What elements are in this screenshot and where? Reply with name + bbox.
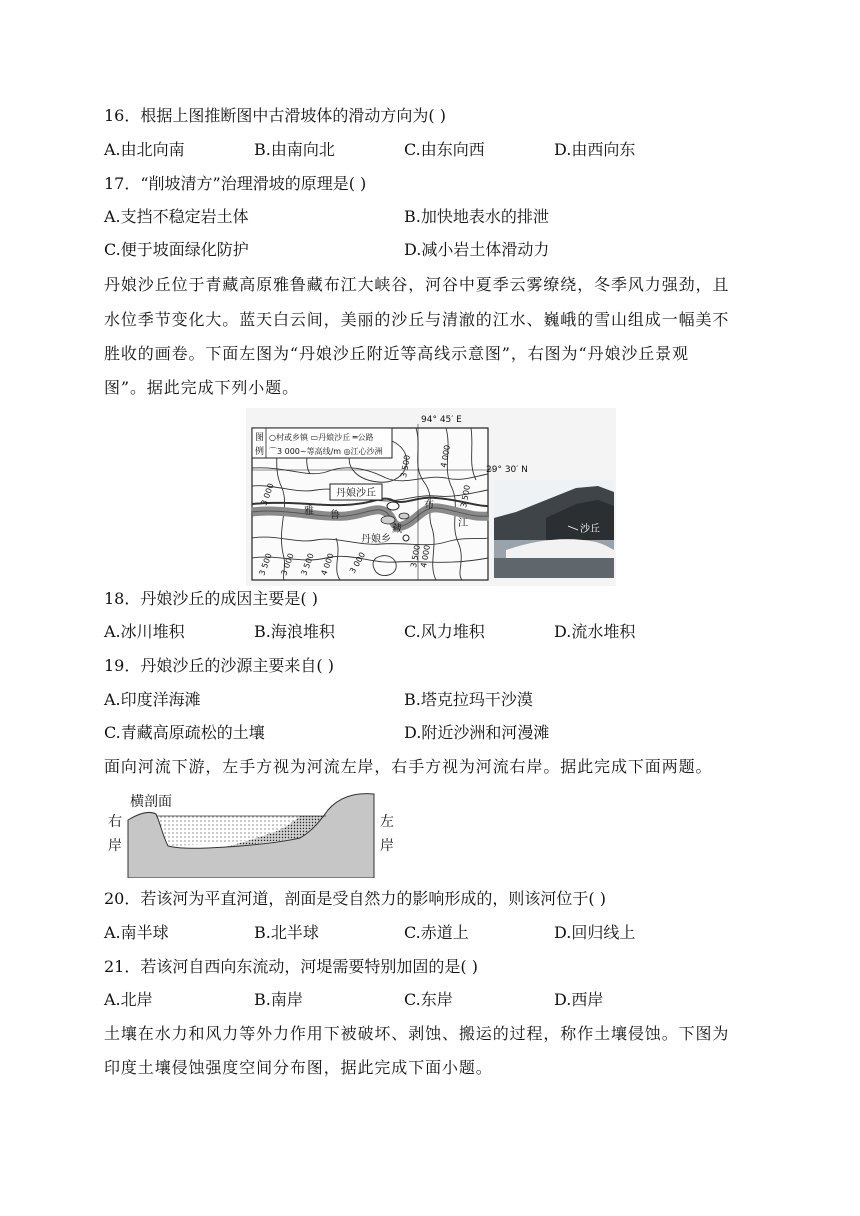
passage-1-line: 图”。据此完成下列小题。 [104,378,299,397]
longitude-label: 94° 45′ E [421,415,462,425]
q17-option-d: D.减小岩土体滑动力 [404,240,550,259]
contour-label: 3 500 [459,484,472,509]
dune-label: 丹娘沙丘 [336,488,376,499]
q16-option-d: D.由西向东 [554,140,636,159]
contour-label: 3 500 [257,552,274,577]
river-char: 雅 [304,506,314,517]
river-sandbar-icon [381,516,395,524]
question-19-stem: 19．丹娘沙丘的沙源主要来自( ) [104,656,334,675]
village-icon [403,535,409,541]
legend-title: 图 [255,433,265,443]
question-21-stem: 21．若该河自西向东流动，河堤需要特别加固的是( ) [104,957,478,976]
contour-label: 3 500 [409,544,422,569]
question-18-stem: 18．丹娘沙丘的成因主要是( ) [104,589,318,608]
contour-label: 3 000 [279,552,296,577]
q16-option-b: B.由南向北 [254,140,335,159]
q19-option-d: D.附近沙洲和河漫滩 [404,723,550,742]
q19-option-c: C.青藏高原疏松的土壤 [104,723,265,742]
river-cross-section-figure [104,788,400,878]
question-16-stem: 16．根据上图推断图中古滑坡体的滑动方向为( ) [104,106,446,125]
river-char: 布 [424,500,434,511]
town-label: 丹娘乡 [361,534,391,545]
latitude-label: 29° 30′ N [486,465,528,475]
passage-1-line: 丹娘沙丘位于青藏高原雅鲁藏布江大峡谷，河谷中夏季云雾缭绕，冬季风力强劲，且 [104,275,730,294]
section-title: 横剖面 [130,794,172,810]
q21-option-b: B.南岸 [254,990,303,1009]
right-bank-label: 岸 [108,838,122,854]
contour-label: 3 000 [259,482,276,507]
left-bank-label: 岸 [380,838,394,854]
q20-option-a: A.南半球 [104,923,169,942]
q17-option-a: A.支挡不稳定岩土体 [104,207,249,226]
contour-label: 3 500 [299,552,316,577]
legend-row: ○村或乡镇 ▭丹娘沙丘 ═公路 [269,433,374,442]
photo-dune-label: 沙丘 [580,524,600,535]
legend-row: ⌒3 000~等高线/m ◎江心沙洲 [269,447,383,456]
q20-option-b: B.北半球 [254,923,319,942]
dune-marker-icon [387,502,399,510]
cross-section-diagram [104,788,400,878]
q18-option-d: D.流水堆积 [554,622,636,641]
contour-label: 3 500 [399,454,412,479]
contour-map [246,408,616,586]
passage-3-line: 土壤在水力和风力等外力作用下被破坏、剥蚀、搬运的过程，称作土壤侵蚀。下图为 [104,1024,730,1043]
question-17-stem: 17．“削坡清方”治理滑坡的原理是( ) [104,174,367,193]
q19-option-a: A.印度洋海滩 [104,690,201,709]
q21-option-c: C.东岸 [404,990,453,1009]
q16-option-c: C.由东向西 [404,140,485,159]
q21-option-a: A.北岸 [104,990,153,1009]
q19-option-b: B.塔克拉玛干沙漠 [404,690,533,709]
contour-label: 4 000 [419,544,432,569]
passage-1-line: 胜收的画卷。下面左图为“丹娘沙丘附近等高线示意图”，右图为“丹娘沙丘景观 [104,344,689,363]
q21-option-d: D.西岸 [554,990,604,1009]
q18-option-c: C.风力堆积 [404,622,485,641]
q18-option-b: B.海浪堆积 [254,622,335,641]
contour-label: 3 000 [347,550,368,575]
passage-2: 面向河流下游，左手方视为河流左岸，右手方视为河流右岸。据此完成下面两题。 [104,757,713,776]
q20-option-d: D.回归线上 [554,923,636,942]
river-char: 鲁 [330,510,340,521]
contour-label: 4 000 [439,444,452,469]
q17-option-b: B.加快地表水的排泄 [404,207,549,226]
river-char: 江 [458,518,468,529]
right-bank-label: 右 [108,814,122,830]
q16-option-a: A.由北向南 [104,140,185,159]
q17-option-c: C.便于坡面绿化防护 [104,240,249,259]
q18-option-a: A.冰川堆积 [104,622,185,641]
legend-title: 例 [255,447,265,457]
contour-label: 4 000 [319,552,336,577]
q20-option-c: C.赤道上 [404,923,469,942]
left-bank-label: 左 [380,814,394,830]
passage-1-line: 水位季节变化大。蓝天白云间，美丽的沙丘与清澈的江水、巍峨的雪山组成一幅美不 [104,310,730,329]
river-char: 藏 [392,524,402,535]
river-sandbar-icon [399,513,409,519]
question-20-stem: 20．若该河为平直河道，剖面是受自然力的影响形成的，则该河位于( ) [104,889,606,908]
passage-3-line: 印度土壤侵蚀强度空间分布图，据此完成下面小题。 [104,1058,493,1077]
dunes-contour-map-figure [246,408,616,586]
